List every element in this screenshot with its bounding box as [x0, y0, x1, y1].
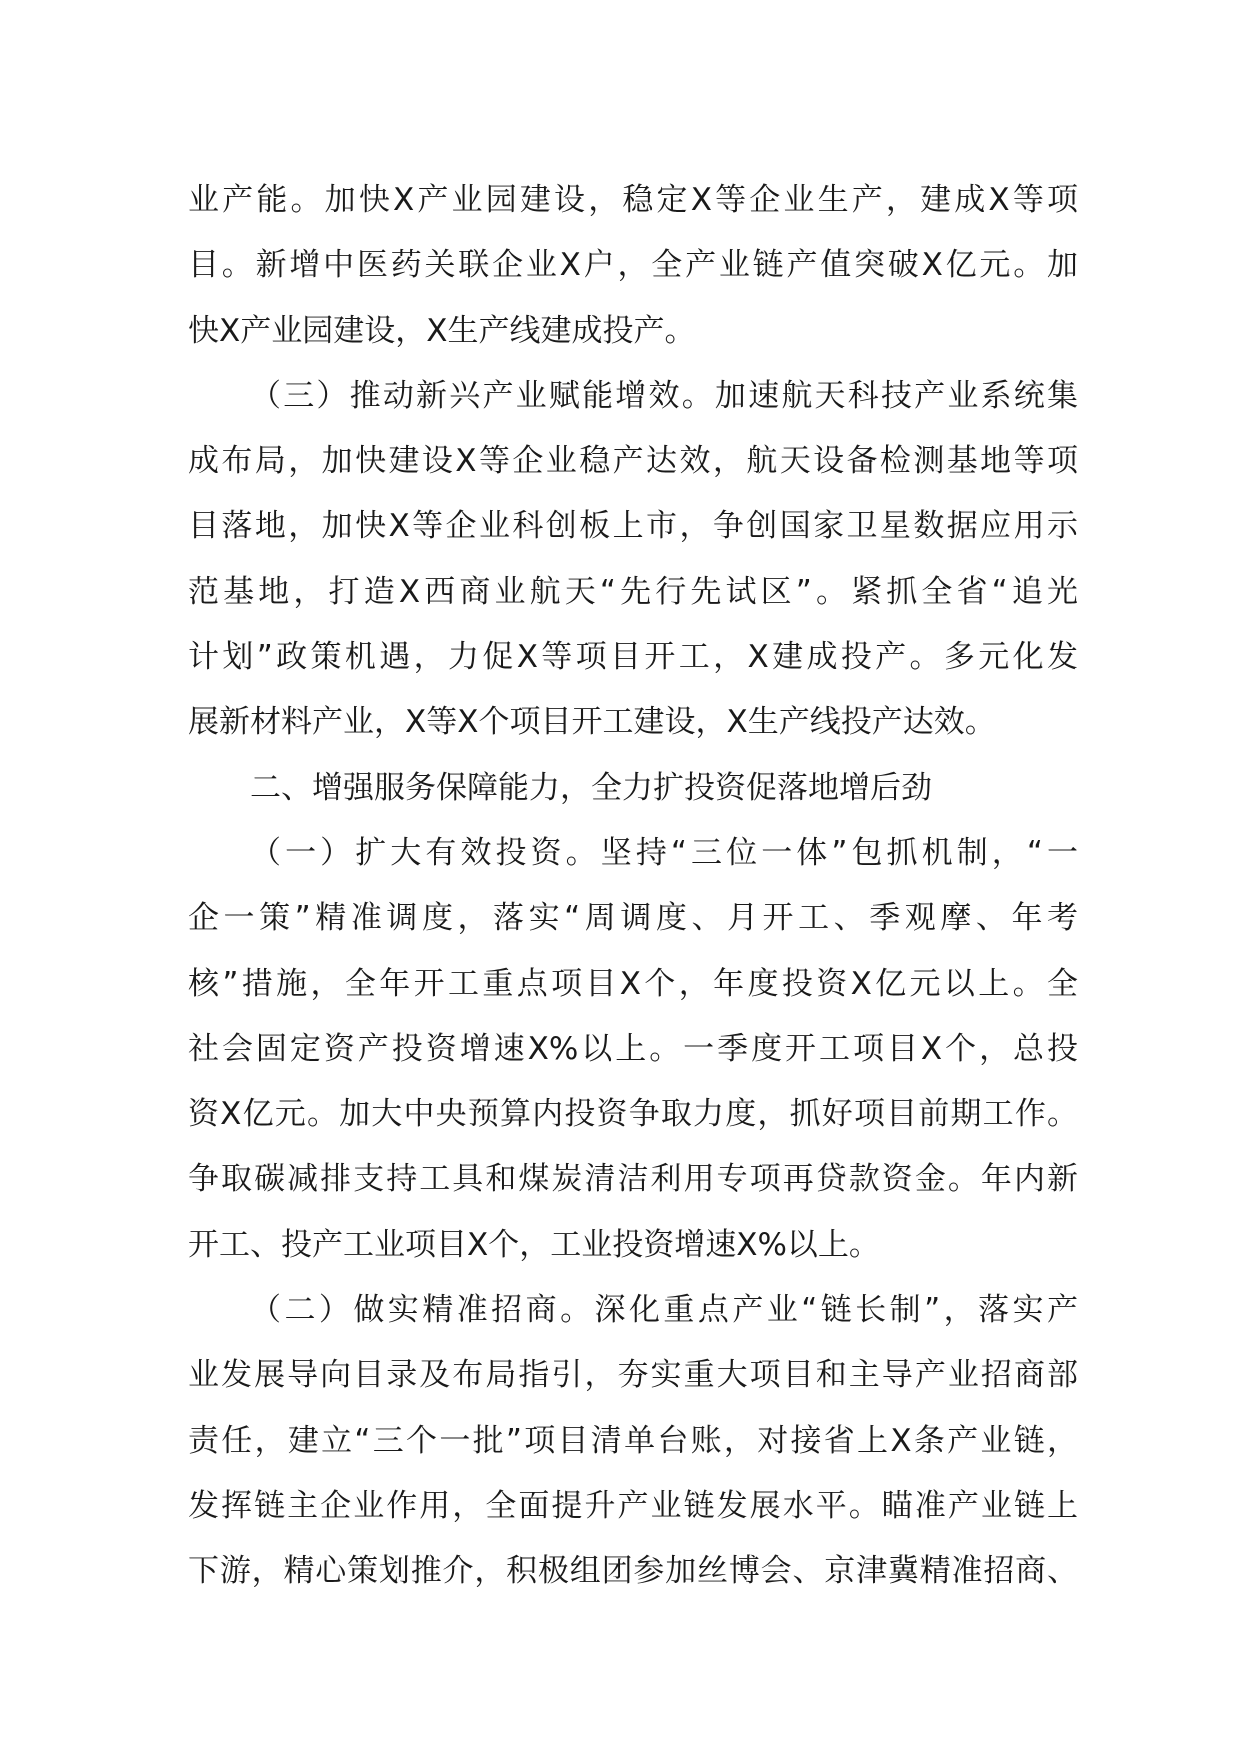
text-line: 争取碳减排支持工具和煤炭清洁利用专项再贷款资金。年内新: [188, 1161, 1078, 1198]
text-line: 目。新增中医药关联企业X户，全产业链产值突破X亿元。加: [188, 247, 1078, 284]
document-body: [188, 168, 1078, 1605]
text-line: 范基地，打造X西商业航天“先行先试区”。紧抓全省“追光: [188, 573, 1078, 610]
section-heading-line: （三）推动新兴产业赋能增效。加速航天科技产业系统集: [250, 377, 1078, 414]
text-line: 发挥链主企业作用，全面提升产业链发展水平。瞄准产业链上: [188, 1487, 1078, 1524]
section-heading-line: （一）扩大有效投资。坚持“三位一体”包抓机制，“一: [250, 834, 1078, 871]
section-heading-line: （二）做实精准招商。深化重点产业“链长制”，落实产: [250, 1292, 1078, 1329]
text-line: 目落地，加快X等企业科创板上市，争创国家卫星数据应用示: [188, 508, 1078, 545]
text-line: 开工、投产工业项目X个，工业投资增速X%以上。: [188, 1226, 880, 1263]
chapter-heading: 二、增强服务保障能力，全力扩投资促落地增后劲: [250, 769, 932, 806]
text-line: 计划”政策机遇，力促X等项目开工，X建成投产。多元化发: [188, 639, 1078, 676]
text-line: 快X产业园建设，X生产线建成投产。: [188, 312, 696, 349]
text-line: 企一策”精准调度，落实“周调度、月开工、季观摩、年考: [188, 900, 1078, 937]
text-line: 业发展导向目录及布局指引，夯实重大项目和主导产业招商部: [188, 1357, 1078, 1394]
text-line: 责任，建立“三个一批”项目清单台账，对接省上X条产业链，: [188, 1422, 1078, 1459]
text-line: 成布局，加快建设X等企业稳产达效，航天设备检测基地等项: [188, 443, 1078, 480]
text-line: 业产能。加快X产业园建设，稳定X等企业生产，建成X等项: [188, 182, 1078, 218]
text-line: 展新材料产业，X等X个项目开工建设，X生产线投产达效。: [188, 704, 996, 741]
text-line: 资X亿元。加大中央预算内投资争取力度，抓好项目前期工作。: [188, 1096, 1078, 1133]
text-line: 核”措施，全年开工重点项目X个，年度投资X亿元以上。全: [188, 965, 1078, 1002]
text-line: 下游，精心策划推介，积极组团参加丝博会、京津冀精准招商、: [188, 1553, 1078, 1590]
text-line: 社会固定资产投资增速X%以上。一季度开工项目X个，总投: [188, 1030, 1078, 1067]
